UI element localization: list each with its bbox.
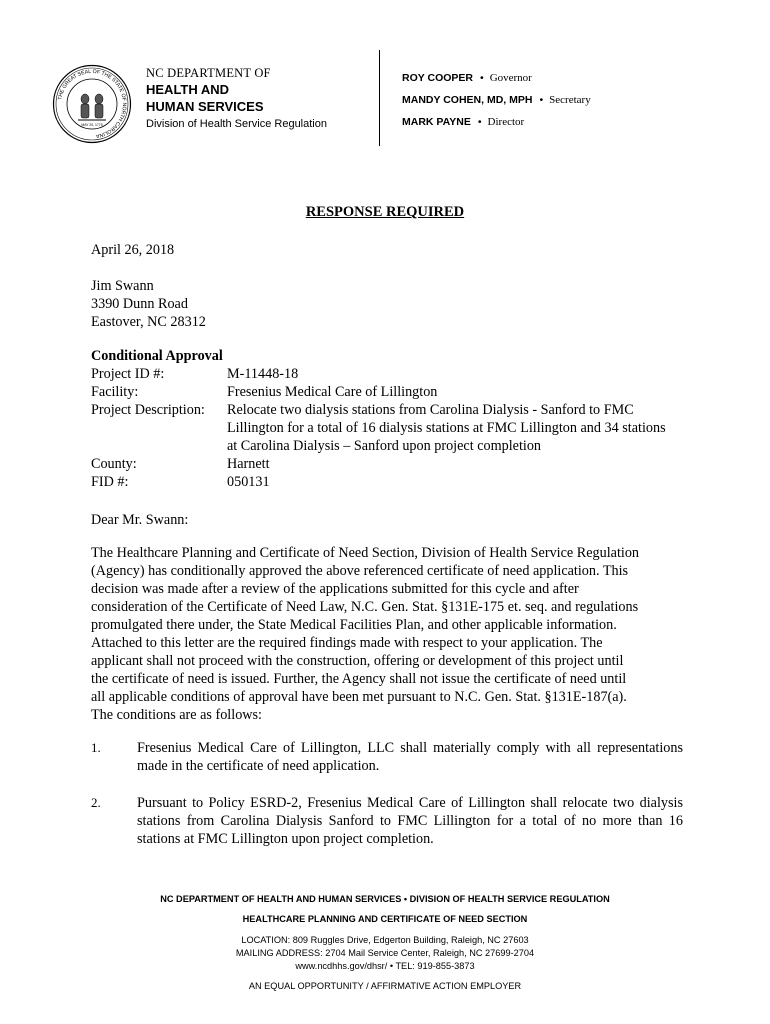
- field-project-description: [91, 401, 679, 455]
- condition-item-1: [91, 739, 683, 775]
- officials-list: [402, 72, 591, 138]
- condition-number: 2.: [91, 795, 101, 810]
- seal-ring-text: THE GREAT SEAL OF THE STATE OF NORTH CAROLINA: [57, 68, 128, 139]
- official-governor: [402, 72, 591, 94]
- field-label: Facility:: [91, 384, 139, 400]
- nc-state-seal: [52, 64, 132, 144]
- body-line: decision was made after a review of the applications submitted for this cycle and after: [91, 581, 579, 597]
- body-line: The Healthcare Planning and Certificate of Need Section, Division of Health Service Regulation: [91, 545, 640, 561]
- field-project-id: [91, 365, 679, 383]
- field-value: Harnett: [227, 456, 270, 472]
- letterhead-divider: [379, 50, 380, 146]
- body-line: consideration of the Certificate of Need Law, N.C. Gen. Stat. §131E-175 et. seq. and regulations: [91, 599, 639, 615]
- official-name: MARK PAYNE: [402, 116, 471, 128]
- approval-block: [91, 347, 679, 491]
- body-line: all applicable conditions of approval have been met pursuant to N.C. Gen. Stat. §131E-187(a).: [91, 689, 627, 705]
- field-label: Project Description:: [91, 402, 205, 418]
- official-title: Secretary: [549, 94, 591, 106]
- official-title: Director: [487, 116, 525, 128]
- field-facility: [91, 383, 679, 401]
- body-line: (Agency) has conditionally approved the above referenced certificate of need application. This: [91, 563, 629, 579]
- dept-line-2: HEALTH AND: [146, 82, 230, 97]
- body-paragraph: [91, 544, 683, 724]
- field-value: 050131: [227, 474, 270, 490]
- response-required-heading: RESPONSE REQUIRED: [305, 204, 465, 220]
- footer-contact: [0, 934, 770, 973]
- condition-item-2: [91, 794, 683, 848]
- seal-date: MAY 20, 1775: [81, 123, 103, 127]
- field-label: FID #:: [91, 474, 129, 490]
- recipient-address: [91, 277, 206, 331]
- footer-section: HEALTHCARE PLANNING AND CERTIFICATE OF NEED SECTION: [242, 914, 528, 924]
- official-name: ROY COOPER: [402, 72, 473, 84]
- field-value: M-11448-18: [227, 366, 299, 382]
- approval-title: Conditional Approval: [91, 348, 223, 364]
- field-county: [91, 455, 679, 473]
- recipient-name: Jim Swann: [91, 278, 154, 294]
- dept-line-3: HUMAN SERVICES: [146, 99, 264, 114]
- bullet-separator: •: [539, 94, 544, 106]
- division-name: Division of Health Service Regulation: [146, 118, 327, 130]
- letter-date: April 26, 2018: [91, 242, 175, 258]
- field-label: Project ID #:: [91, 366, 165, 382]
- bullet-separator: •: [477, 116, 482, 128]
- footer-department: NC DEPARTMENT OF HEALTH AND HUMAN SERVICES • DIVISION OF HEALTH SERVICE REGULATION: [160, 894, 610, 904]
- body-line: the certificate of need is issued. Further, the Agency shall not issue the certificate of need until: [91, 671, 627, 687]
- footer-mailing-address: MAILING ADDRESS: 2704 Mail Service Center, Raleigh, NC 27699-2704: [235, 948, 535, 958]
- body-line: promulgated there under, the State Medical Facilities Plan, and other applicable information.: [91, 617, 617, 633]
- condition-text: Pursuant to Policy ESRD-2, Fresenius Medical Care of Lillington shall relocate two dialysis stations from Carolina Dialysis Sanford to FMC Lillington for a total of no more than 16 stations at FMC Lillington upon project completion.: [137, 795, 683, 847]
- condition-text: Fresenius Medical Care of Lillington, LLC shall materially comply with all representations made in the certificate of need application.: [137, 740, 683, 774]
- field-label: County:: [91, 456, 137, 472]
- official-title: Governor: [489, 72, 532, 84]
- bullet-separator: •: [480, 72, 484, 84]
- body-line: The conditions are as follows:: [91, 707, 262, 723]
- field-fid: [91, 473, 679, 491]
- footer-location: LOCATION: 809 Ruggles Drive, Edgerton Building, Raleigh, NC 27603: [241, 935, 529, 945]
- department-block: [146, 66, 327, 130]
- official-name: MANDY COHEN, MD, MPH: [402, 94, 533, 106]
- salutation: Dear Mr. Swann:: [91, 512, 189, 528]
- condition-number: 1.: [91, 740, 101, 755]
- recipient-street: 3390 Dunn Road: [91, 296, 188, 312]
- body-line: Attached to this letter are the required findings made with respect to your application. The: [91, 635, 603, 651]
- dept-line-1: NC DEPARTMENT OF: [146, 66, 271, 80]
- field-value: Fresenius Medical Care of Lillington: [227, 384, 438, 400]
- footer-eeo: AN EQUAL OPPORTUNITY / AFFIRMATIVE ACTION EMPLOYER: [248, 981, 522, 991]
- recipient-city: Eastover, NC 28312: [91, 314, 206, 330]
- body-line: applicant shall not proceed with the construction, offering or development of this project until: [91, 653, 624, 669]
- svg-text:THE GREAT SEAL OF THE STATE OF: [57, 69, 127, 139]
- official-director: [402, 116, 591, 138]
- official-secretary: [402, 94, 591, 116]
- field-value: Relocate two dialysis stations from Carolina Dialysis - Sanford to FMC Lillington for a total of 16 dialysis stations at FMC Lillington and 34 stations at Carolina Dialysis – Sanford upon project completion: [227, 402, 666, 454]
- footer-web-tel: www.ncdhhs.gov/dhsr/ • TEL: 919-855-3873: [295, 961, 475, 971]
